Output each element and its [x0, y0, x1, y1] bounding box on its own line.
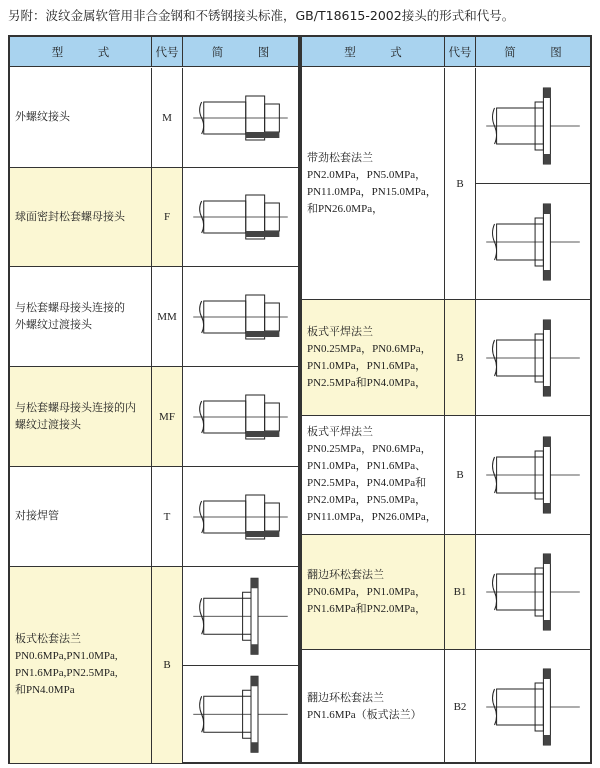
type-cell: 对接焊管 — [10, 467, 152, 567]
code-cell: F — [152, 168, 183, 267]
header-type: 型 式 — [302, 37, 445, 67]
type-cell: 板式平焊法兰 PN0.25MPa，PN0.6MPa， PN1.0MPa，PN1.6MPa， PN2.5MPa和PN4.0MPa， — [302, 300, 445, 416]
drawing-cell — [476, 68, 590, 184]
type-cell: 球面密封松套螺母接头 — [10, 168, 152, 267]
drawing-cell — [476, 535, 590, 650]
drawing-cell — [183, 267, 298, 367]
code-cell: T — [152, 467, 183, 567]
drawing-cell — [476, 416, 590, 535]
drawing-cell — [183, 168, 298, 267]
type-cell: 板式松套法兰 PN0.6MPa,PN1.0MPa, PN1.6MPa,PN2.5MPa, 和PN4.0MPa — [10, 567, 152, 764]
header-type: 型 式 — [10, 37, 152, 67]
right-table — [300, 35, 592, 764]
header-drawing: 简 图 — [476, 37, 590, 67]
type-cell: 与松套螺母接头连接的 外螺纹过渡接头 — [10, 267, 152, 367]
document-title: 另附：波纹金属软管用非合金钢和不锈钢接头标准，GB/T18615-2002接头的形式和代号。 — [8, 8, 515, 23]
loose-plate-flange-drawing-icon — [188, 570, 293, 663]
butt-weld-pipe-drawing-icon — [188, 472, 293, 562]
type-cell: 与松套螺母接头连接的内 螺纹过渡接头 — [10, 367, 152, 467]
code-cell: B1 — [445, 535, 476, 650]
code-cell: B — [152, 567, 183, 764]
code-cell: MF — [152, 367, 183, 467]
code-cell: MM — [152, 267, 183, 367]
loose-plate-flange-drawing-icon — [188, 668, 293, 761]
drawing-cell — [183, 666, 298, 765]
spherical-nut-fitting-drawing-icon — [188, 172, 293, 262]
type-cell: 翻边环松套法兰 PN1.6MPa（板式法兰） — [302, 650, 445, 764]
drawing-cell — [476, 184, 590, 300]
drawing-cell — [183, 68, 298, 168]
type-cell: 板式平焊法兰 PN0.25MPa，PN0.6MPa， PN1.0MPa，PN1.6MPa、 PN2.5MPa，PN4.0MPa和 PN2.0MPa，PN5.0MPa， PN11.0MPa，PN26.0MPa， — [302, 416, 445, 535]
lap-joint-plate-flange-drawing-icon — [481, 662, 585, 752]
drawing-cell — [476, 650, 590, 764]
drawing-cell — [476, 300, 590, 416]
plate-slip-on-flange-drawing-icon — [481, 313, 585, 403]
male-thread-fitting-drawing-icon — [188, 73, 293, 163]
drawing-cell — [183, 467, 298, 567]
header-drawing: 简 图 — [183, 37, 298, 67]
plate-slip-on-flange-2-drawing-icon — [481, 430, 585, 520]
type-cell: 带劲松套法兰 PN2.0MPa，PN5.0MPa， PN11.0MPa，PN15.0MPa， 和PN26.0MPa， — [302, 68, 445, 300]
code-cell: B2 — [445, 650, 476, 764]
code-cell: B — [445, 68, 476, 300]
code-cell: B — [445, 416, 476, 535]
type-cell: 翻边环松套法兰 PN0.6MPa，PN1.0MPa， PN1.6MPa和PN2.0MPa， — [302, 535, 445, 650]
female-adapter-drawing-icon — [188, 372, 293, 462]
header-code: 代号 — [445, 37, 476, 67]
left-table — [8, 35, 300, 764]
code-cell: B — [445, 300, 476, 416]
hubbed-loose-flange-drawing-icon — [481, 71, 585, 181]
male-adapter-drawing-icon — [188, 272, 293, 362]
drawing-cell — [183, 567, 298, 666]
type-cell: 外螺纹接头 — [10, 68, 152, 168]
lap-joint-flange-drawing-icon — [481, 547, 585, 637]
drawing-cell — [183, 367, 298, 467]
header-code: 代号 — [152, 37, 183, 67]
hubbed-loose-flange-drawing-icon — [481, 187, 585, 297]
code-cell: M — [152, 68, 183, 168]
